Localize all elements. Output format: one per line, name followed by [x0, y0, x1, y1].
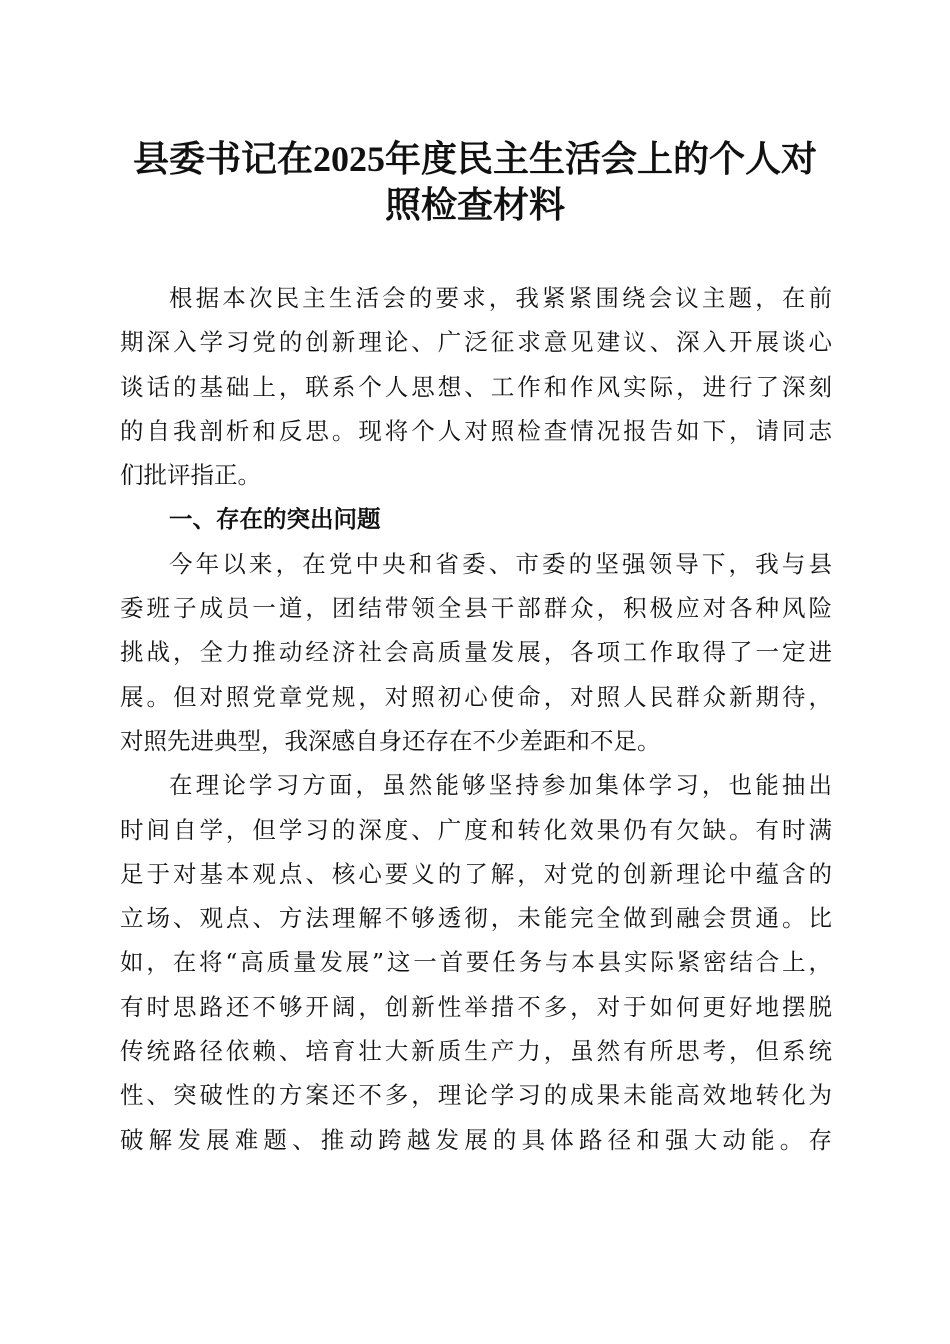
text-line: 展。但对照党章党规，对照初心使命，对照人民群众新期待， — [120, 682, 832, 711]
text-line: 立场、观点、方法理解不够透彻，未能完全做到融会贯通。比 — [120, 904, 832, 933]
text-line: 时间自学，但学习的深度、广度和转化效果仍有欠缺。有时满 — [120, 815, 832, 844]
text-line: 挑战，全力推动经济社会高质量发展，各项工作取得了一定进 — [120, 638, 832, 667]
document-body — [120, 276, 832, 1162]
title-line: 照检查材料 — [384, 185, 565, 225]
text-line: 如，在将“高质量发展”这一首要任务与本县实际紧密结合上， — [120, 948, 832, 977]
text-line: 破解发展难题、推动跨越发展的具体路径和强大动能。存 — [120, 1125, 832, 1154]
text-line: 谈话的基础上，联系个人思想、工作和作风实际，进行了深刻 — [120, 372, 832, 401]
document-title — [100, 136, 850, 228]
text-line: 有时思路还不够开阔，创新性举措不多，对于如何更好地摆脱 — [120, 992, 832, 1021]
text-line: 性、突破性的方案还不多，理论学习的成果未能高效地转化为 — [120, 1081, 832, 1110]
paragraph-theory-study — [120, 763, 832, 1162]
text-line: 的自我剖析和反思。现将个人对照检查情况报告如下，请同志 — [120, 416, 832, 445]
text-line: 今年以来，在党中央和省委、市委的坚强领导下，我与县 — [169, 549, 832, 578]
text-line: 在理论学习方面，虽然能够坚持参加集体学习，也能抽出 — [169, 771, 832, 800]
paragraph-overview — [120, 542, 832, 763]
text-line: 根据本次民主生活会的要求，我紧紧围绕会议主题，在前 — [169, 284, 832, 312]
text-line: 们批评指正。 — [120, 461, 261, 490]
text-line: 对照先进典型，我深感自身还存在不少差距和不足。 — [120, 726, 661, 755]
title-line: 县委书记在2025年度民主生活会上的个人对 — [132, 139, 817, 179]
paragraph-intro — [120, 276, 832, 497]
text-line: 期深入学习党的创新理论、广泛征求意见建议、深入开展谈心 — [120, 328, 832, 357]
text-line: 足于对基本观点、核心要义的了解，对党的创新理论中蕴含的 — [120, 859, 832, 888]
text-line: 委班子成员一道，团结带领全县干部群众，积极应对各种风险 — [120, 594, 832, 623]
text-line: 传统路径依赖、培育壮大新质生产力，虽然有所思考，但系统 — [120, 1037, 832, 1066]
section-heading: 一、存在的突出问题 — [169, 505, 381, 534]
